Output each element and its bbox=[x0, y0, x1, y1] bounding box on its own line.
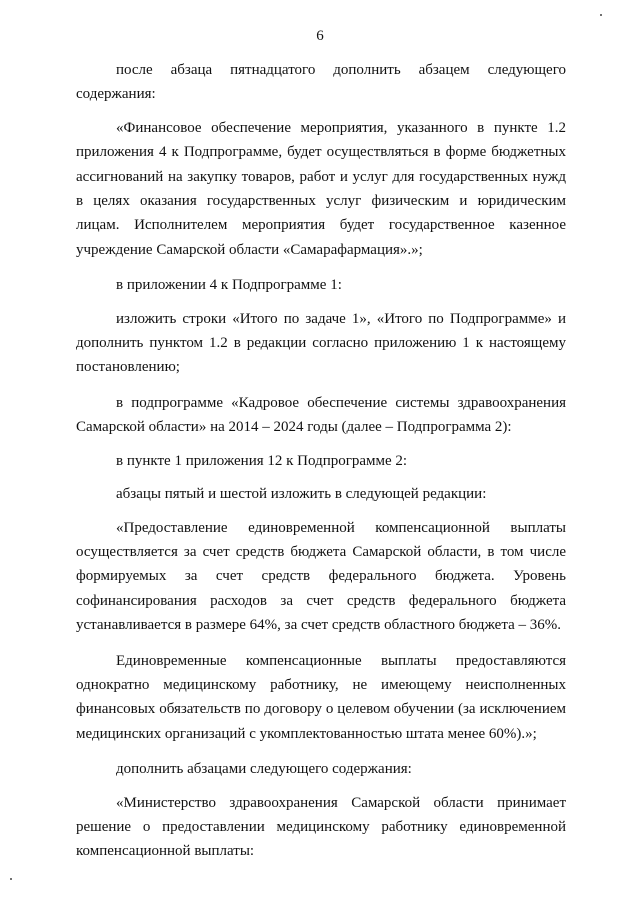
paragraph: Единовременные компенсационные выплаты предоставляются однократно медицинскому работнику, не имеющему неисполненных финансовых обязательств по договору о целевом обучении (за исключением медицинских организаций с укомплектованностью штата менее 60%).»; bbox=[76, 652, 566, 742]
paragraph: дополнить абзацами следующего содержания: bbox=[116, 761, 412, 778]
scan-speck bbox=[600, 14, 602, 16]
paragraph: «Министерство здравоохранения Самарской области принимает решение о предоставлении медицинскому работнику единовременной компенсационной выплаты: bbox=[76, 794, 566, 860]
document-body bbox=[76, 58, 566, 864]
paragraph: в подпрограмме «Кадровое обеспечение системы здравоохранения Самарской области» на 2014 – 2024 годы (далее – Подпрограмма 2): bbox=[76, 394, 566, 436]
page-number: 6 bbox=[316, 28, 324, 44]
paragraph: в приложении 4 к Подпрограмме 1: bbox=[116, 277, 342, 294]
paragraph: в пункте 1 приложения 12 к Подпрограмме 2: bbox=[116, 452, 408, 469]
paragraph: абзацы пятый и шестой изложить в следующей редакции: bbox=[116, 486, 487, 503]
paragraph: «Финансовое обеспечение мероприятия, указанного в пункте 1.2 приложения 4 к Подпрограмме, будет осуществляться в форме бюджетных ассигнований на закупку товаров, работ и услуг для государственных нужд в целях оказания государственных услуг физическим и юридическим лицам. Исполнителем мероприятия будет государственное казенное учреждение Самарской области «Самарафармация».»; bbox=[76, 119, 566, 258]
paragraph: после абзаца пятнадцатого дополнить абзацем следующего содержания: bbox=[76, 62, 566, 103]
scan-speck bbox=[10, 878, 12, 880]
paragraph: «Предоставление единовременной компенсационной выплаты осуществляется за счет средств бюджета Самарской области, в том числе формируемых за счет средств федерального бюджета. Уровень софинансирования расходов за счет средств федерального бюджета устанавливается в размере 64%, за счет средств областного бюджета – 36%. bbox=[76, 519, 566, 634]
paragraph: изложить строки «Итого по задаче 1», «Итого по Подпрограмме» и дополнить пунктом 1.2 в редакции согласно приложению 1 к настоящему постановлению; bbox=[76, 310, 566, 376]
